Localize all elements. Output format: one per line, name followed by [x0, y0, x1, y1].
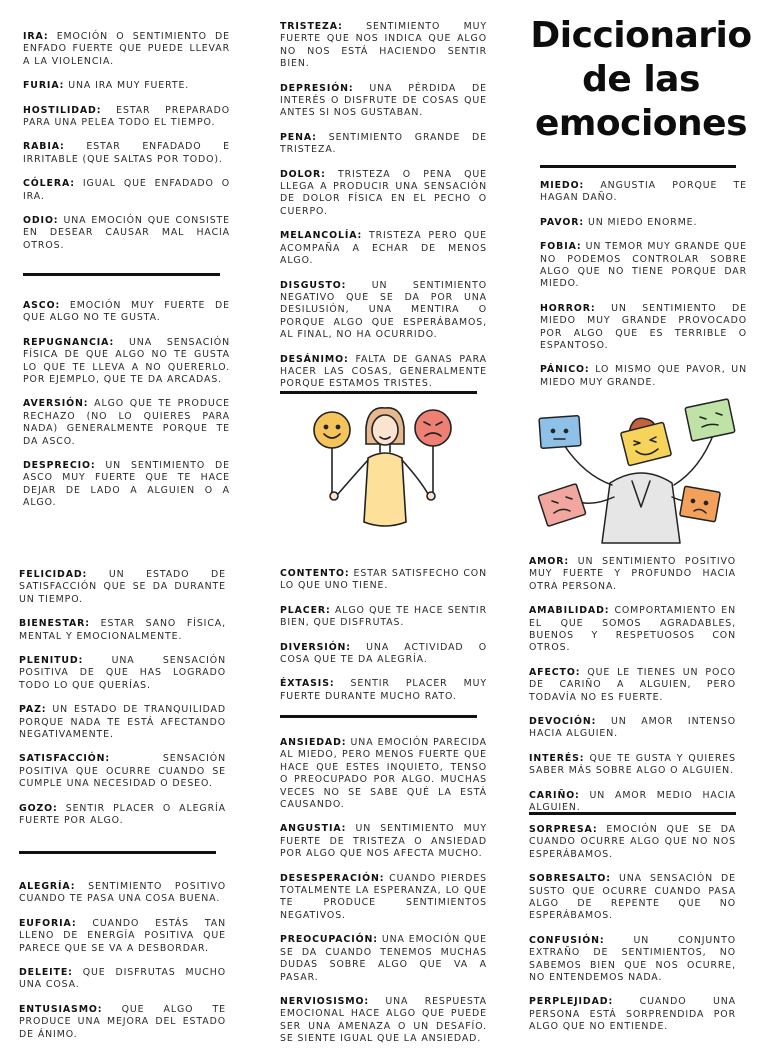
entry-term: CONFUSIÓN:: [529, 934, 605, 946]
entry-definition: UN SENTIMIENTO NEGATIVO QUE SE DA POR UNA DESILUSIÓN, UNA MENTIRA O PORQUE ALGO QUE ESPERÁBAMOS, AL FINAL, NO HA OCURRIDO.: [280, 279, 487, 341]
entry-term: ASCO:: [23, 300, 61, 311]
glossary-entry: [19, 753, 226, 790]
entry-term: CÓLERA:: [23, 178, 75, 190]
title-divider: [540, 165, 736, 168]
glossary-entry: [540, 364, 747, 389]
glossary-entry: [280, 678, 487, 703]
entry-term: HOSTILIDAD:: [23, 104, 102, 116]
entry-term: PLENITUD:: [19, 655, 84, 667]
divider: [280, 391, 477, 394]
col3-group-love: [529, 556, 736, 827]
entry-definition: QUE TE GUSTA Y QUIERES SABER MÁS SOBRE ALGO O ALGUIEN.: [529, 752, 736, 777]
entry-definition: UN ESTADO DE SATISFACCIÓN QUE SE DA DURANTE UN TIEMPO.: [19, 569, 226, 605]
entry-term: DEVOCIÓN:: [529, 716, 597, 728]
title-line-3: emociones: [534, 103, 748, 144]
entry-definition: UN CONJUNTO EXTRAÑO DE SENTIMIENTOS, NO SABEMOS BIEN QUE NOS OCURRE, NO ENTENDEMOS NADA.: [529, 934, 736, 984]
entry-term: AMABILIDAD:: [529, 605, 610, 617]
entry-definition: UNA EMOCIÓN QUE SE DA CUANDO TENEMOS MUCHAS DUDAS SOBRE ALGO QUE VA A PASAR.: [280, 934, 487, 983]
entry-term: ANSIEDAD:: [280, 737, 347, 748]
entry-definition: TRISTEZA O PENA QUE LLEGA A PRODUCIR UNA SENSACIÓN DE DOLOR FÍSICA EN EL PECHO O CUERPO.: [280, 168, 487, 217]
entry-term: CONTENTO:: [280, 568, 350, 579]
title-line-2: de las: [582, 59, 700, 100]
col3-group-fear: [540, 180, 747, 401]
glossary-entry: [280, 605, 487, 630]
entry-definition: CUANDO UNA PERSONA ESTÁ SORPRENDIDA POR ALGO QUE NO ENTIENDE.: [529, 996, 736, 1033]
entry-term: ODIO:: [23, 215, 59, 227]
entry-term: FURIA:: [23, 80, 65, 92]
entry-definition: UN SENTIMIENTO DE MIEDO MUY GRANDE PROVOCADO POR ALGO QUE ES TERRIBLE O ESPANTOSO.: [540, 302, 747, 352]
entry-definition: CUANDO PIERDES TOTALMENTE LA ESPERANZA, LO QUE TE PRODUCE SENTIMIENTOS NEGATIVOS.: [280, 872, 487, 921]
glossary-entry: [23, 300, 230, 325]
entry-definition: ANGUSTIA PORQUE TE HAGAN DAÑO.: [540, 180, 747, 204]
entry-term: INTERÉS:: [529, 752, 585, 764]
entry-definition: EMOCIÓN QUE SE DA CUANDO OCURRE ALGO QUE NO NOS ESPERÁBAMOS.: [529, 824, 737, 860]
col1-group-anger: [23, 31, 230, 264]
entry-term: CARIÑO:: [529, 789, 580, 801]
entry-definition: CUANDO ESTÁS TAN LLENO DE ENERGÍA POSITIVA QUE PARECE QUE SE VA A DESBORDAR.: [19, 917, 226, 954]
entry-definition: COMPORTAMIENTO EN EL QUE SOMOS AGRADABLES, BUENOS Y RESPETUOSOS CON OTROS.: [529, 605, 736, 654]
entry-definition: SENTIMIENTO POSITIVO CUANDO TE PASA UNA COSA BUENA.: [19, 881, 226, 905]
entry-term: ANGUSTIA:: [280, 823, 347, 835]
glossary-entry: [19, 918, 226, 955]
col2-group-contentment: [280, 568, 487, 715]
page-title: [528, 14, 754, 146]
glossary-entry: [280, 934, 487, 984]
glossary-entry: [19, 881, 226, 906]
glossary-entry: [23, 460, 230, 510]
glossary-entry: [529, 996, 736, 1033]
glossary-entry: [23, 398, 230, 448]
entry-definition: SENTIMIENTO GRANDE DE TRISTEZA.: [280, 131, 487, 156]
divider: [280, 715, 477, 718]
glossary-entry: [23, 31, 230, 68]
entry-term: DESPRECIO:: [23, 460, 96, 472]
entry-definition: ALGO QUE TE HACE SENTIR BIEN, QUE DISFRUTAS.: [280, 604, 487, 629]
entry-definition: UNA EMOCIÓN QUE CONSISTE EN DESEAR CAUSAR MAL HACIA OTROS.: [23, 215, 231, 251]
col2-group-anxiety: [280, 737, 487, 1058]
glossary-entry: [19, 655, 226, 692]
entry-definition: ALGO QUE TE PRODUCE RECHAZO (NO LO QUIERES PARA NADA) GENERALMENTE PORQUE TE DA ASCO.: [23, 398, 230, 447]
glossary-entry: [19, 967, 226, 992]
entry-term: PLACER:: [280, 604, 331, 616]
glossary-entry: [540, 180, 747, 205]
entry-term: NERVIOSISMO:: [280, 995, 370, 1007]
glossary-entry: [540, 241, 747, 291]
entry-term: PAVOR:: [540, 216, 585, 228]
entry-definition: SENTIR PLACER MUY FUERTE DURANTE MUCHO RATO.: [280, 678, 487, 702]
girl-with-emotion-signs-illustration: [300, 400, 470, 535]
glossary-entry: [19, 1004, 226, 1041]
col1-group-disgust: [23, 300, 230, 522]
entry-term: ÉXTASIS:: [280, 678, 335, 690]
man-with-emotion-masks-illustration: [532, 397, 750, 545]
entry-term: DELEITE:: [19, 967, 73, 979]
entry-term: DOLOR:: [280, 168, 326, 180]
entry-definition: SENTIMIENTO MUY FUERTE QUE NOS INDICA QUE ALGO NO NOS ESTÁ HACIENDO SENTIR BIEN.: [280, 21, 487, 70]
glossary-entry: [529, 873, 736, 923]
entry-definition: UN AMOR INTENSO HACIA ALGUIEN.: [529, 716, 736, 740]
glossary-entry: [529, 935, 736, 985]
divider: [19, 851, 216, 854]
entry-definition: SENSACIÓN POSITIVA QUE OCURRE CUANDO SE CUMPLE UNA NECESIDAD O DESEO.: [19, 753, 226, 790]
entry-term: MELANCOLÍA:: [280, 230, 363, 242]
glossary-entry: [529, 605, 736, 655]
entry-term: AVERSIÓN:: [23, 398, 89, 410]
entry-term: PAZ:: [19, 704, 47, 716]
entry-term: RABIA:: [23, 141, 65, 153]
glossary-entry: [529, 790, 736, 815]
glossary-entry: [280, 280, 487, 342]
entry-term: PREOCUPACIÓN:: [280, 934, 378, 946]
entry-term: ENTUSIASMO:: [19, 1003, 103, 1015]
entry-definition: ESTAR PREPARADO PARA UNA PELEA TODO EL TIEMPO.: [23, 104, 230, 129]
entry-term: DEPRESIÓN:: [280, 82, 354, 94]
entry-definition: QUE ALGO TE PRODUCE UNA MEJORA DEL ESTADO DE ÁNIMO.: [19, 1003, 226, 1040]
entry-term: PENA:: [280, 131, 317, 143]
glossary-entry: [23, 80, 230, 92]
entry-definition: UN AMOR MEDIO HACIA ALGUIEN.: [529, 789, 736, 814]
glossary-entry: [23, 215, 230, 252]
glossary-entry: [19, 618, 226, 643]
glossary-entry: [280, 996, 487, 1046]
glossary-entry: [19, 803, 226, 828]
glossary-entry: [280, 642, 487, 667]
glossary-entry: [280, 354, 487, 391]
col1-group-joy: [19, 881, 226, 1053]
glossary-entry: [23, 337, 230, 387]
entry-term: PÁNICO:: [540, 364, 590, 376]
entry-definition: EMOCIÓN O SENTIMIENTO DE ENFADO FUERTE QUE PUEDE LLEVAR A LA VIOLENCIA.: [23, 31, 230, 67]
entry-definition: SENTIR PLACER O ALEGRÍA FUERTE POR ALGO.: [19, 802, 226, 827]
entry-term: HORROR:: [540, 302, 596, 314]
glossary-entry: [529, 716, 736, 741]
entry-definition: UNA SENSACIÓN POSITIVA DE QUE HAS LOGRADO TODO LO QUE QUERÍAS.: [19, 655, 226, 691]
glossary-entry: [280, 132, 487, 157]
entry-term: ALEGRÍA:: [19, 881, 76, 892]
glossary-entry: [540, 303, 747, 353]
glossary-entry: [280, 568, 487, 593]
entry-term: SOBRESALTO:: [529, 873, 611, 885]
entry-definition: UNA ACTIVIDAD O COSA QUE TE DA ALEGRÍA.: [280, 641, 487, 666]
entry-definition: UN TEMOR MUY GRANDE QUE NO PODEMOS CONTROLAR SOBRE ALGO QUE NO TIENE PORQUE DAR MIEDO.: [540, 241, 747, 290]
glossary-entry: [529, 556, 736, 593]
entry-definition: UN ESTADO DE TRANQUILIDAD PORQUE NADA TE ESTÁ AFECTANDO NEGATIVAMENTE.: [19, 704, 226, 741]
entry-term: SATISFACCIÓN:: [19, 753, 111, 765]
glossary-entry: [23, 141, 230, 166]
entry-definition: UN SENTIMIENTO MUY FUERTE DE TRISTEZA O ANSIEDAD POR ALGO QUE NOS AFECTA MUCHO.: [280, 823, 487, 860]
glossary-entry: [23, 105, 230, 130]
glossary-entry: [280, 737, 487, 811]
glossary-entry: [280, 823, 487, 860]
glossary-entry: [529, 824, 736, 861]
entry-definition: ESTAR SANO FÍSICA, MENTAL Y EMOCIONALMENTE.: [19, 618, 226, 642]
entry-definition: LO MISMO QUE PAVOR, UN MIEDO MUY GRANDE.: [540, 364, 747, 388]
entry-term: AFECTO:: [529, 666, 581, 678]
title-line-1: Diccionario: [530, 15, 752, 56]
entry-definition: TRISTEZA PERO QUE ACOMPAÑA A ECHAR DE MENOS ALGO.: [280, 230, 487, 267]
glossary-entry: [19, 704, 226, 741]
entry-definition: UNA RESPUESTA EMOCIONAL HACE ALGO QUE PUEDE SER UNA AMENAZA O UN DESAFÍO. SE SIENTE IGUAL QUE LA ANSIEDAD.: [280, 995, 487, 1045]
entry-term: BIENESTAR:: [19, 618, 90, 630]
entry-definition: UNA PÉRDIDA DE INTERÉS O DISFRUTE DE COSAS QUE ANTES SI NOS GUSTABAN.: [280, 82, 487, 119]
entry-term: TRISTEZA:: [280, 21, 343, 32]
glossary-entry: [19, 569, 226, 606]
glossary-entry: [280, 83, 487, 120]
divider: [23, 273, 220, 276]
col2-group-sadness: [280, 21, 487, 403]
entry-definition: ESTAR ENFADADO E IRRITABLE (QUE SALTAS POR TODO).: [23, 141, 230, 165]
glossary-entry: [280, 21, 487, 71]
entry-definition: UN MIEDO ENORME.: [587, 216, 698, 228]
entry-definition: UN SENTIMIENTO POSITIVO MUY FUERTE Y PROFUNDO HACIA OTRA PERSONA.: [529, 556, 736, 592]
entry-term: REPUGNANCIA:: [23, 336, 115, 348]
entry-definition: ESTAR SATISFECHO CON LO QUE UNO TIENE.: [280, 568, 487, 592]
entry-definition: UNA IRA MUY FUERTE.: [68, 80, 190, 92]
entry-definition: QUE DISFRUTAS MUCHO UNA COSA.: [19, 967, 226, 991]
entry-term: DESESPERACIÓN:: [280, 872, 385, 884]
col1-group-happiness: [19, 569, 226, 840]
entry-term: DIVERSIÓN:: [280, 641, 351, 653]
entry-term: PERPLEJIDAD:: [529, 996, 614, 1008]
entry-definition: FALTA DE GANAS PARA HACER LAS COSAS, GENERALMENTE PORQUE ESTAMOS TRISTES.: [280, 353, 487, 390]
entry-definition: IGUAL QUE ENFADADO O IRA.: [23, 178, 230, 202]
glossary-entry: [540, 217, 747, 229]
glossary-entry: [280, 169, 487, 219]
entry-definition: UNA SENSACIÓN DE SUSTO QUE OCURRE CUANDO PASA ALGO DE REPENTE QUE NO ESPERÁBAMOS.: [529, 873, 736, 922]
glossary-entry: [529, 753, 736, 778]
entry-term: AMOR:: [529, 556, 570, 567]
glossary-entry: [23, 178, 230, 203]
entry-term: FELICIDAD:: [19, 569, 88, 580]
glossary-entry: [280, 230, 487, 267]
entry-term: EUFORIA:: [19, 917, 77, 929]
glossary-entry: [280, 873, 487, 923]
entry-definition: EMOCIÓN MUY FUERTE DE QUE ALGO NO TE GUSTA.: [23, 300, 230, 324]
entry-definition: UN SENTIMIENTO DE ASCO MUY FUERTE QUE TE HACE DEJAR DE LADO A ALGUIEN O A ALGO.: [23, 460, 230, 509]
entry-term: SORPRESA:: [529, 824, 598, 835]
entry-definition: UNA SENSACIÓN FÍSICA DE QUE ALGO NO TE GUSTA LO QUE TE LLEVA A NO QUERERLO. POR EJEMPLO, QUE TE DA ARCADAS.: [23, 336, 230, 386]
entry-definition: QUE LE TIENES UN POCO DE CARIÑO A ALGUIEN, PERO TODAVÍA NO ES FUERTE.: [529, 666, 736, 703]
entry-term: MIEDO:: [540, 180, 585, 191]
glossary-entry: [529, 667, 736, 704]
entry-term: GOZO:: [19, 802, 58, 814]
divider: [529, 812, 736, 815]
col3-group-surprise: [529, 824, 736, 1046]
entry-term: FOBIA:: [540, 241, 582, 253]
entry-term: DISGUSTO:: [280, 279, 347, 291]
entry-term: DESÁNIMO:: [280, 353, 349, 365]
entry-term: IRA:: [23, 31, 49, 42]
entry-definition: UNA EMOCIÓN PARECIDA AL MIEDO, PERO MENOS FUERTE QUE HACE QUE ESTES INQUIETO, TENSO O PREOCUPADO POR ALGO. MUCHAS VECES NO SE SABE QUÉ LA ESTÁ CAUSANDO.: [280, 737, 487, 811]
